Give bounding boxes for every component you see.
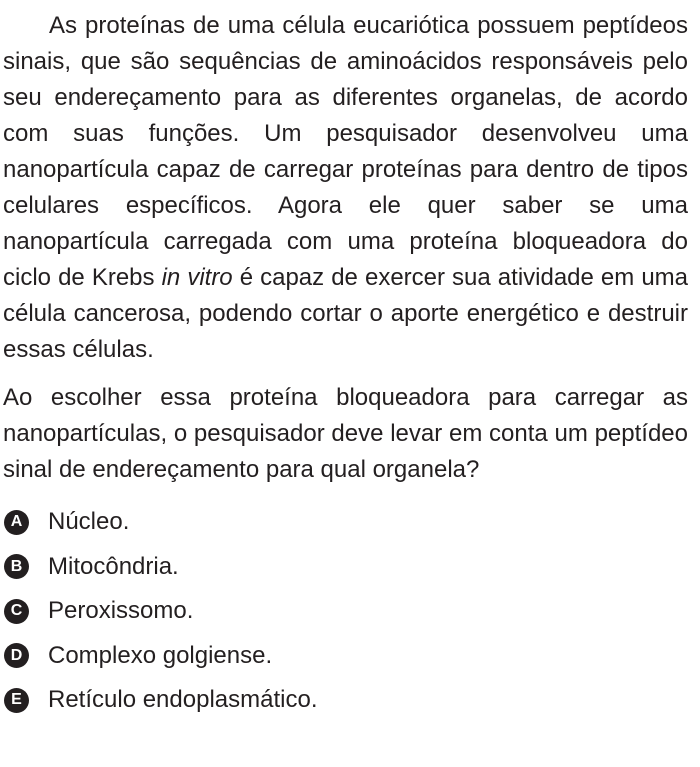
option-e-letter-badge: E <box>4 688 29 713</box>
option-c-letter-badge: C <box>4 599 29 624</box>
question-statement-paragraph <box>3 8 688 368</box>
option-a-text: Núcleo. <box>48 508 130 536</box>
option-b-text: Mitocôndria. <box>48 552 179 580</box>
option-b[interactable] <box>3 545 688 590</box>
option-a[interactable] <box>3 500 688 545</box>
statement-text-start: As proteínas de uma célula eucariótica possuem peptídeos sinais, que são sequências de aminoácidos responsáveis pelo seu endereçamento para as diferentes organelas, de acordo com suas funções. Um pesquisador desenvolveu uma nanopartícula capaz de carregar proteínas para dentro de tipos celulares específicos. Agora ele quer saber se uma nanopartícula carregada com uma proteína bloqueadora do ciclo de Krebs <box>3 12 688 291</box>
question-prompt-paragraph: Ao escolher essa proteína bloqueadora para carregar as nanopartículas, o pesquisador deve levar em conta um peptídeo sinal de endereçamento para qual organela? <box>3 384 688 483</box>
option-b-letter-badge: B <box>4 554 29 579</box>
option-d[interactable] <box>3 634 688 679</box>
option-c-text: Peroxissomo. <box>48 597 194 625</box>
option-a-letter-badge: A <box>4 510 29 535</box>
statement-text-end: é capaz de exercer sua atividade em uma célula cancerosa, podendo cortar o aporte energético e destruir essas células. <box>3 264 689 363</box>
option-e-text: Retículo endoplasmático. <box>48 686 318 714</box>
option-d-letter-badge: D <box>4 643 29 668</box>
statement-italic-term: in vitro <box>161 264 233 291</box>
answer-options <box>3 500 688 723</box>
option-d-text: Complexo golgiense. <box>48 641 273 669</box>
option-c[interactable] <box>3 589 688 634</box>
option-e[interactable] <box>3 678 688 723</box>
